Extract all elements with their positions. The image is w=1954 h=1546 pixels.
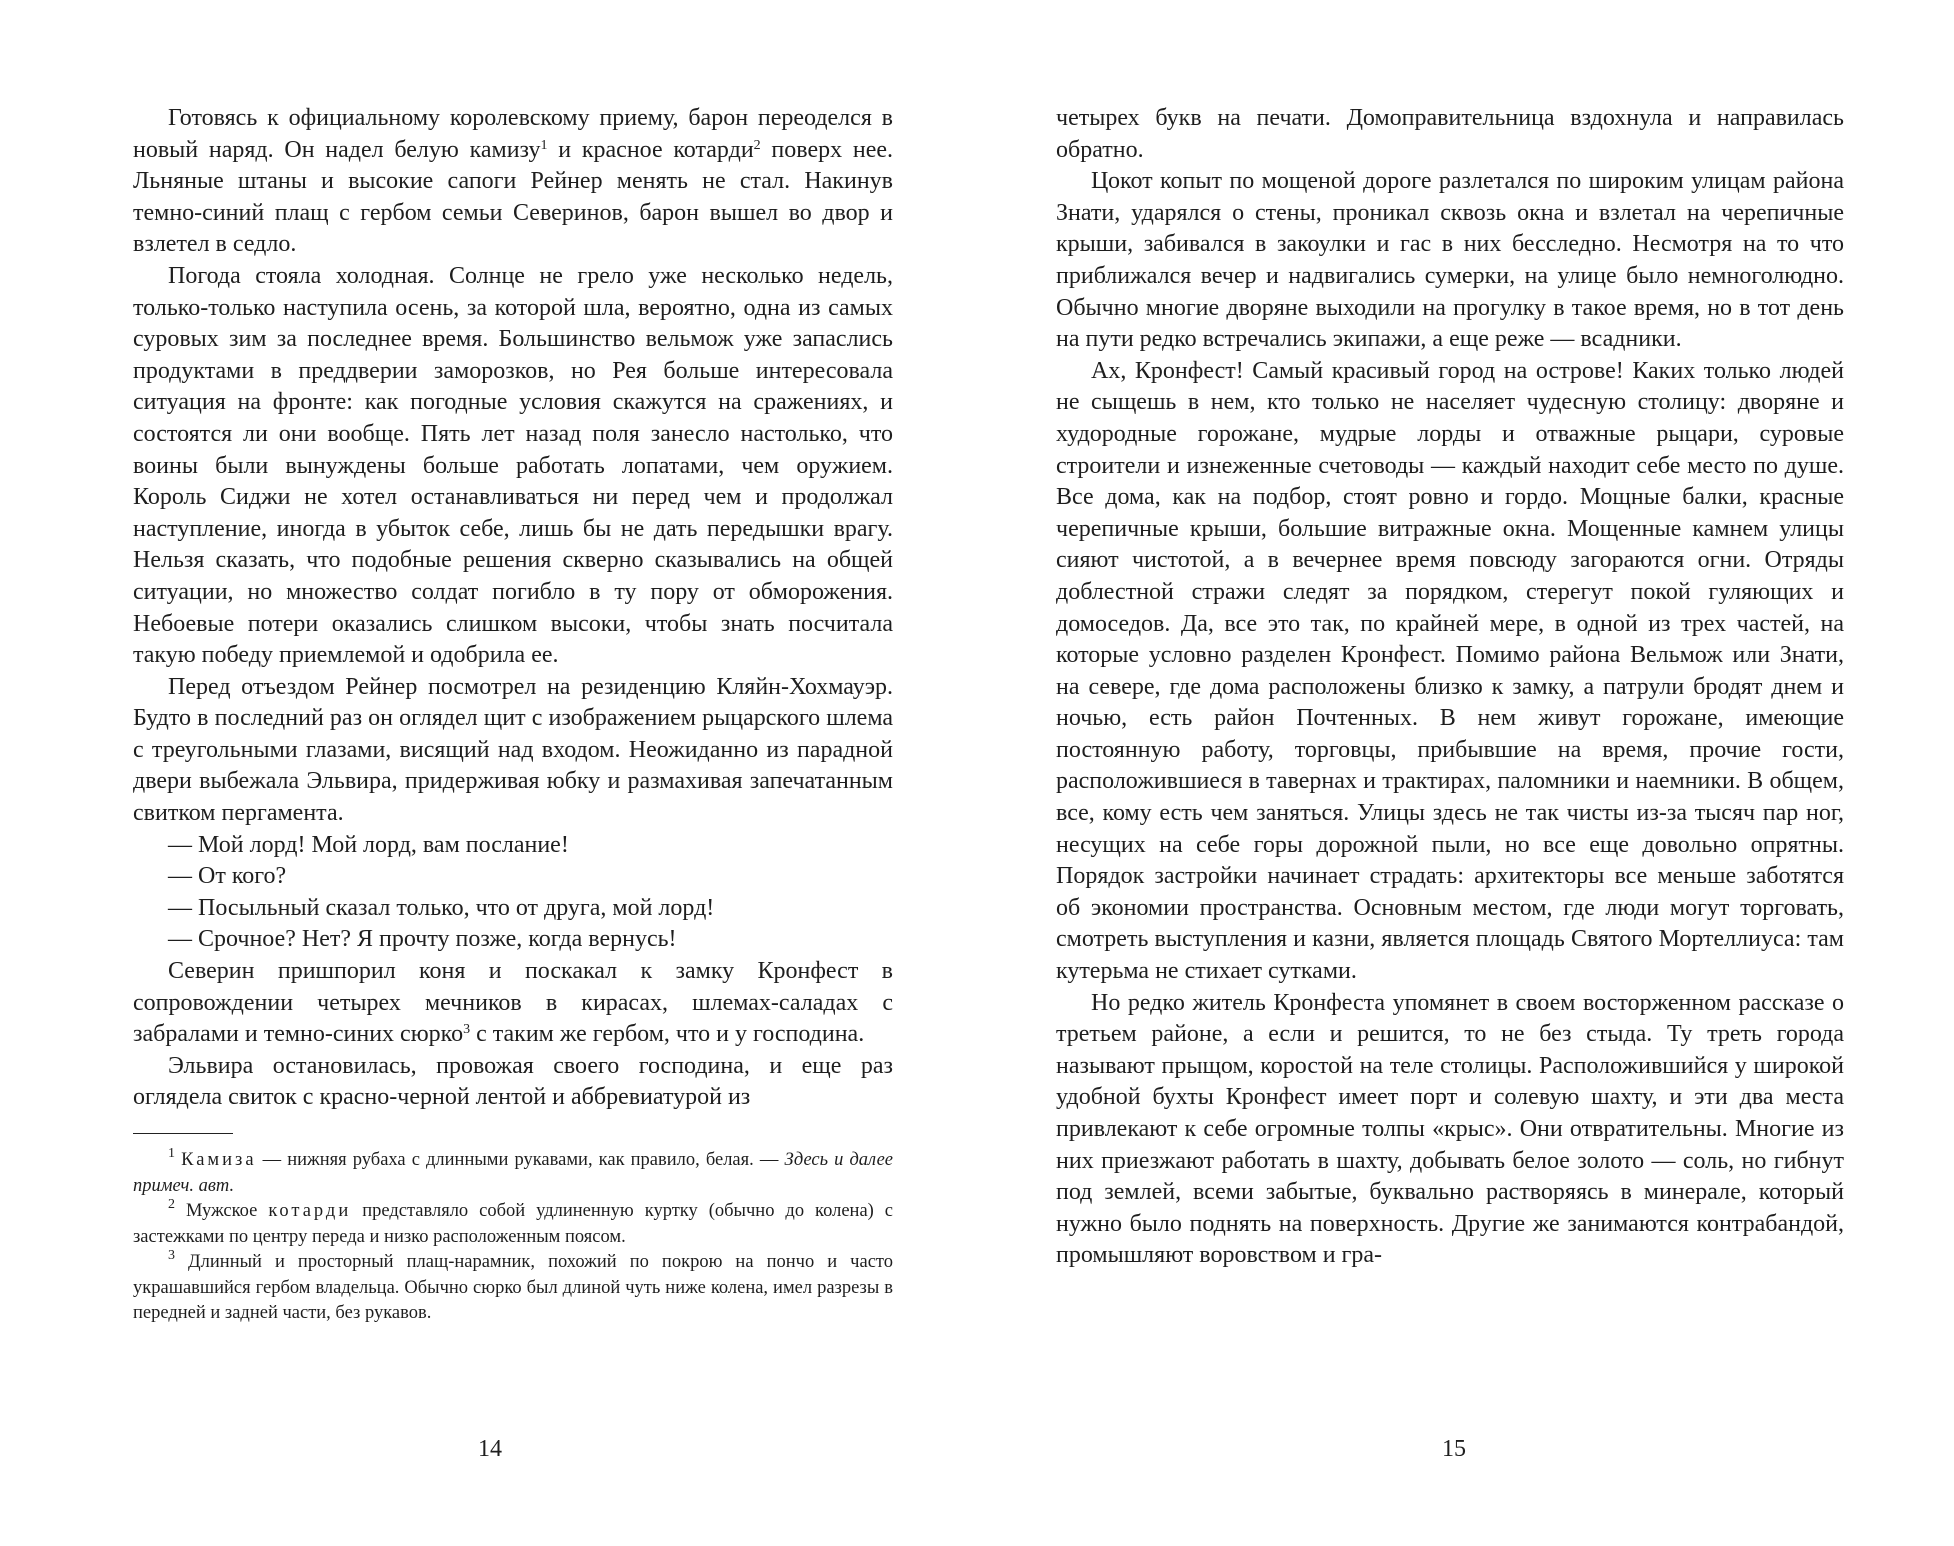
right-page — [1056, 103, 1844, 1272]
dialogue-line: — От кого? — [168, 863, 287, 890]
footnotes — [133, 1148, 893, 1327]
footnote-mark: 2 — [753, 137, 761, 153]
page-number-left: 14 — [478, 1436, 502, 1462]
paragraph-baron-dressing: Готовясь к официальному королевскому приему, барон переоделся в новый наряд. Он надел белую камизу$^1$ и красное котарди$^2$ поверх нее. Льняные штаны и высокие сапоги Рейнер менять не стал. Накинув темно-синий плащ с гербом семьи Северинов, барон вышел во двор и взлетел в седло. — [133, 105, 893, 258]
dialogue-line: — Посыльный сказал только, что от друга, мой лорд! — [168, 894, 715, 921]
paragraph-elvira: Эльвира остановилась, провожая своего господина, и еще раз оглядела свиток с красно-черной лентой и аббревиатурой из — [133, 1052, 893, 1111]
paragraph-third-district: Но редко житель Кронфеста упомянет в своем восторженном рассказе о третьем районе, а если и решится, то не без стыда. Ту треть города называют прыщом, коростой на теле столицы. Расположившийся у широкой удобной бухты Кронфест имеет порт и солевую шахту, и эти два места привлекают к себе огромные толпы «крыс». Они отвратительны. Многие из них приезжают работать в шахту, добывать белое золото — соль, но гибнут под землей, всеми забытые, буквально растворяясь в минерале, который нужно было поднять на поверхность. Другие же занимаются контрабандой, промышляют воровством и гра- — [1056, 989, 1844, 1269]
footnote-mark: 1 — [540, 137, 548, 153]
footnote-divider — [133, 1133, 233, 1134]
paragraph-hoofbeats: Цокот копыт по мощеной дороге разлетался по широким улицам района Знати, ударялся о стены, проникал сквозь окна и взлетал на черепичные крыши, забивался в закоулки и гас в них бесследно. Несмотря на то что приближался вечер и надвигались сумерки, на улице было немноголюдно. Обычно многие дворяне выходили на прогулку в такое время, но в тот день на пути редко встречались экипажи, а еще реже — всадники. — [1056, 168, 1844, 353]
footnote-3: $^3$ Длинный и просторный плащ-нарамник, похожий по покрою на пончо и часто украшавшийся гербом владельца. Обычно сюрко был длиной чуть ниже колена, имел разрезы в передней и задней части, без рукавов. — [133, 1248, 893, 1323]
paragraph-weather: Погода стояла холодная. Солнце не грело уже несколько недель, только-только наступила осень, за которой шла, вероятно, одна из самых суровых зим за последнее время. Большинство вельмож уже запаслись продуктами в преддверии заморозков, но Рея больше интересовала ситуация на фронте: как погодные условия скажутся на сражениях, и состоятся ли они вообще. Пять лет назад поля занесло настолько, что воины были вынуждены больше работать лопатами, чем оружием. Король Сиджи не хотел останавливаться ни перед чем и продолжал наступление, иногда в убыток себе, лишь бы не дать передышки врагу. Нельзя сказать, что подобные решения скверно сказывались на общей ситуации, но множество солдат погибло в ту пору от обморожения. Небоевые потери оказались слишком высоки, чтобы знать посчитала такую победу приемлемой и одобрила ее. — [133, 262, 893, 669]
left-page — [133, 103, 893, 1327]
paragraph-departure: Перед отъездом Рейнер посмотрел на резиденцию Кляйн-Хохмауэр. Будто в последний раз он оглядел щит с изображением рыцарского шлема с треугольными глазами, висящий над входом. Неожиданно из парадной двери выбежала Эльвира, придерживая юбку и размахивая запечатанным свитком пергамента. — [133, 673, 893, 827]
footnote-1: $^1$ Камиза — нижняя рубаха с длинными рукавами, как правило, белая. — Здесь и далее примеч. авт. — [133, 1146, 894, 1196]
paragraph-ride-to-castle: Северин пришпорил коня и поскакал к замку Кронфест в сопровождении четырех мечников в кирасах, шлемах-саладах с забралами и темно-синих сюрко$^3$ с таким же гербом, что и у господина. — [133, 958, 893, 1048]
paragraph-kronfest: Ах, Кронфест! Самый красивый город на острове! Каких только людей не сыщешь в нем, кто только не населяет чудесную столицу: дворяне и худородные горожане, мудрые лорды и отважные рыцари, суровые строители и изнеженные счетоводы — каждый находит себе место по душе. Все дома, как на подбор, стоят ровно и гордо. Мощные балки, красные черепичные крыши, большие витражные окна. Мощенные камнем улицы сияют чистотой, а в вечернее время повсюду загораются огни. Отряды доблестной стражи следят за порядком, стерегут покой гуляющих и домоседов. Да, все это так, по крайней мере, в одной из трех частей, на которые условно разделен Кронфест. Помимо района Вельмож или Знати, на севере, где дома расположены близко к замку, а патрули бродят днем и ночью, есть район Почтенных. В нем живут горожане, имеющие постоянную работу, торговцы, прибывшие на время, прочие гости, расположившиеся в тавернах и трактирах, паломники и наемники. В общем, все, кому есть чем заняться. Улицы здесь не так чисты из-за тысяч пар ног, несущих на себе горы дорожной пыли, но все еще довольно опрятны. Порядок застройки начинает страдать: архитекторы все меньше заботятся об экономии пространства. Основным местом, где люди могут торговать, смотреть выступления и казни, является площадь Святого Мортеллиуса: там кутерьма не стихает сутками. — [1056, 357, 1844, 985]
footnote-2: $^2$ Мужское котарди представляло собой удлиненную куртку (обычно до колена) с застежками по центру переда и низко расположенным поясом. — [133, 1197, 893, 1247]
footnote-mark: 3 — [463, 1022, 471, 1038]
dialogue-line: — Срочное? Нет? Я прочту позже, когда вернусь! — [168, 926, 677, 953]
dialogue-line: — Мой лорд! Мой лорд, вам послание! — [168, 831, 569, 858]
page-number-right: 15 — [1442, 1436, 1466, 1462]
paragraph-continuation: четырех букв на печати. Домоправительница вздохнула и направилась обратно. — [1056, 105, 1844, 163]
